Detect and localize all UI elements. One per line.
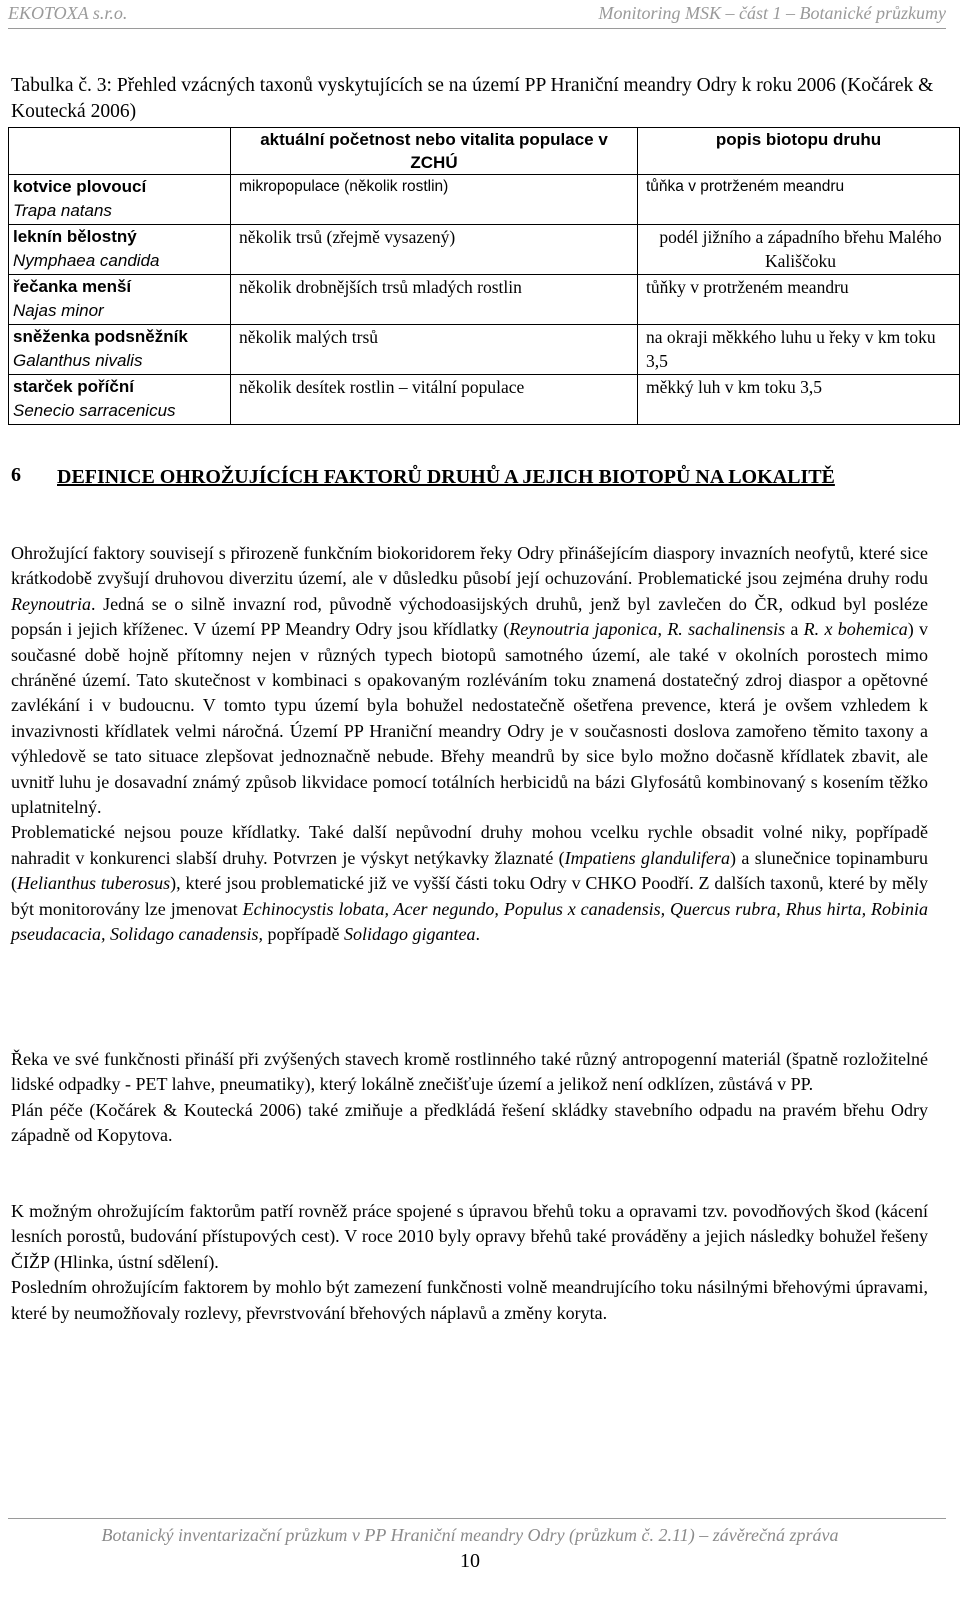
taxon-cell — [9, 275, 231, 325]
table-header-row — [9, 128, 960, 175]
habitat-cell: tůňka v protrženém meandru — [638, 175, 960, 225]
taxon-czech-name: řečanka menší — [13, 277, 132, 296]
body-paragraph — [11, 1199, 928, 1326]
table-header-habitat: popis biotopu druhu — [638, 128, 960, 175]
taxon-czech-name: kotvice plovoucí — [13, 177, 147, 196]
taxon-latin-name: Galanthus nivalis — [13, 351, 143, 370]
text-run: ), které jsou problematické již ve vyšší části toku Odry v CHKO Poodří. Z dalších taxonů, které by měly být monitorovány lze jmenovat — [11, 873, 928, 919]
section-number: 6 — [11, 464, 21, 486]
table-row — [9, 325, 960, 375]
taxon-cell — [9, 225, 231, 275]
population-cell: několik malých trsů — [231, 325, 638, 375]
table-row — [9, 275, 960, 325]
table-row — [9, 225, 960, 275]
table-caption: Tabulka č. 3: Přehled vzácných taxonů vyskytujících se na území PP Hraniční meandry Odry k roku 2006 (Kočárek & Koutecká 2006) — [11, 75, 934, 122]
table-row — [9, 375, 960, 425]
footer-divider — [8, 1518, 946, 1519]
section-heading: DEFINICE OHROŽUJÍCÍCH FAKTORŮ DRUHŮ A JEJICH BIOTOPŮ NA LOKALITĚ — [57, 466, 835, 488]
body-paragraph — [11, 1047, 928, 1149]
taxon-latin-name: Trapa natans — [13, 201, 112, 220]
population-cell: mikropopulace (několik rostlin) — [231, 175, 638, 225]
header-divider — [8, 28, 946, 29]
latin-term: Impatiens glandulifera — [564, 847, 731, 868]
population-cell: několik drobnějších trsů mladých rostlin — [231, 275, 638, 325]
text-run: . — [475, 924, 480, 945]
text-run: a — [785, 619, 804, 640]
paragraph-care-plan: Plán péče (Kočárek & Koutecká 2006) také zmiňuje a předkládá řešení skládky stavebního odpadu na pravém břehu Odry západně od Kopytova. — [11, 1099, 928, 1146]
paragraph-other-neophytes — [11, 820, 928, 947]
text-run: ) a slunečnice topinamburu ( — [11, 847, 928, 894]
taxon-latin-name: Senecio sarracenicus — [13, 401, 176, 420]
habitat-cell: tůňky v protrženém meandru — [638, 275, 960, 325]
page-number: 10 — [460, 1550, 480, 1572]
latin-term: Helianthus tuberosus — [17, 873, 171, 894]
text-run: . Jedná se o silně invazní rod, původně východoasijských druhů, jenž byl zavlečen do ČR, odkud byl posléze popsán i jejich kříženec. V území PP Meandry Odry jsou křídlatky ( — [11, 593, 928, 640]
text-run: ) v současné době hojně přítomny nejen v různých typech biotopů samotného území, ale také v okolních porostech mimo chráněné území. Tato skutečnost v kombinaci s opakovaným rozléváním toku znamená dostatečný zdroj diaspor a opětovné zavlékání i v budoucnu. V tomto typu území byla bohužel nedostatečně ošetřena prevence, která je ovšem vzhledem k invazivnosti křídlatek velmi náročná. Území PP Hraniční meandry Odry je v současnosti doslova zamořeno těmito taxony a výhledově se tato situace zlepšovat jednoznačně nebude. Břehy meandrů by sice bylo možno dočasně křídlatek zbavit, ale uvnitř luhu je dosavadní známý způsob likvidace pomocí totálních herbicidů na bázi Glyfosátů kombinovaný s kosením těžko uplatnitelný. — [11, 619, 929, 818]
paragraph-reynoutria — [11, 541, 928, 820]
latin-term: R. sachalinensis — [667, 619, 786, 640]
text-run: Problematické nejsou pouze křídlatky. Také další nepůvodní druhy mohou vcelku rychle obsadit volné niky, popřípadě nahradit v konkurenci slabší druhy. Potvrzen je výskyt netýkavky žlaznaté ( — [11, 822, 928, 868]
taxon-czech-name: leknín bělostný — [13, 227, 137, 246]
latin-term: Reynoutria — [11, 593, 91, 614]
taxon-latin-name: Nymphaea candida — [13, 251, 160, 270]
latin-term: Solidago gigantea — [343, 924, 476, 945]
taxon-latin-name: Najas minor — [13, 301, 104, 320]
footer-text: Botanický inventarizační průzkum v PP Hraniční meandry Odry (průzkum č. 2.11) – závěrečná zpráva — [101, 1525, 839, 1545]
paragraph-waste: Řeka ve své funkčnosti přináší při zvýšených stavech kromě rostlinného také různý antropogenní materiál (špatně rozložitelné lidské odpadky - PET lahve, pneumatiky), který lokálně znečišťuje území a jelikož není odklízen, zůstává v PP. — [11, 1049, 928, 1095]
rare-taxa-table — [8, 127, 960, 425]
paragraph-bank-works: K možným ohrožujícím faktorům patří rovněž práce spojené s úpravou břehů toku a opravami tzv. povodňových škod (kácení lesních porostů, budování přístupových cest). V roce 2010 byly opravy břehů také prováděny a jejich následky bohužel řešeny ČIŽP (Hlinka, ústní sdělení). — [11, 1201, 928, 1272]
population-cell: několik trsů (zřejmě vysazený) — [231, 225, 638, 275]
taxon-czech-name: sněženka podsněžník — [13, 327, 188, 346]
paragraph-last-factor: Posledním ohrožujícím faktorem by mohlo být zamezení funkčnosti volně meandrujícího toku násilnými břehovými úpravami, které by neumožňovaly rozlevy, převrstvování břehových náplavů a změny koryta. — [11, 1277, 928, 1323]
taxon-cell — [9, 325, 231, 375]
body-paragraph — [11, 541, 928, 948]
header-company: EKOTOXA s.r.o. — [8, 3, 128, 23]
latin-term: Echinocystis lobata, Acer negundo, Populus x canadensis, Quercus rubra, Rhus hirta, Robinia pseudacacia, Solidago canadensis, — [11, 898, 928, 945]
habitat-cell: na okraji měkkého luhu u řeky v km toku 3,5 — [638, 325, 960, 375]
table-row — [9, 175, 960, 225]
header-title: Monitoring MSK – část 1 – Botanické průzkumy — [598, 3, 946, 23]
taxon-cell — [9, 175, 231, 225]
table-header-population: aktuální početnost nebo vitalita populace v ZCHÚ — [231, 128, 638, 175]
taxon-cell — [9, 375, 231, 425]
taxon-czech-name: starček poříční — [13, 377, 134, 396]
text-run: , — [657, 619, 668, 640]
latin-term: R. x bohemica — [803, 619, 908, 640]
table-header-taxon — [9, 128, 231, 175]
text-run: popřípadě — [262, 924, 344, 945]
latin-term: Reynoutria japonica — [509, 619, 658, 640]
habitat-cell: měkký luh v km toku 3,5 — [638, 375, 960, 425]
habitat-cell: podél jižního a západního břehu Malého Kališčoku — [638, 225, 960, 275]
text-run: Ohrožující faktory souvisejí s přirozeně funkčním biokoridorem řeky Odry přinášejícím diaspory invazních neofytů, které sice krátkodobě zvyšují druhovou diverzitu území, ale v důsledku působí její ochuzování. Problematické jsou zejména druhy rodu — [11, 543, 928, 589]
population-cell: několik desítek rostlin – vitální populace — [231, 375, 638, 425]
